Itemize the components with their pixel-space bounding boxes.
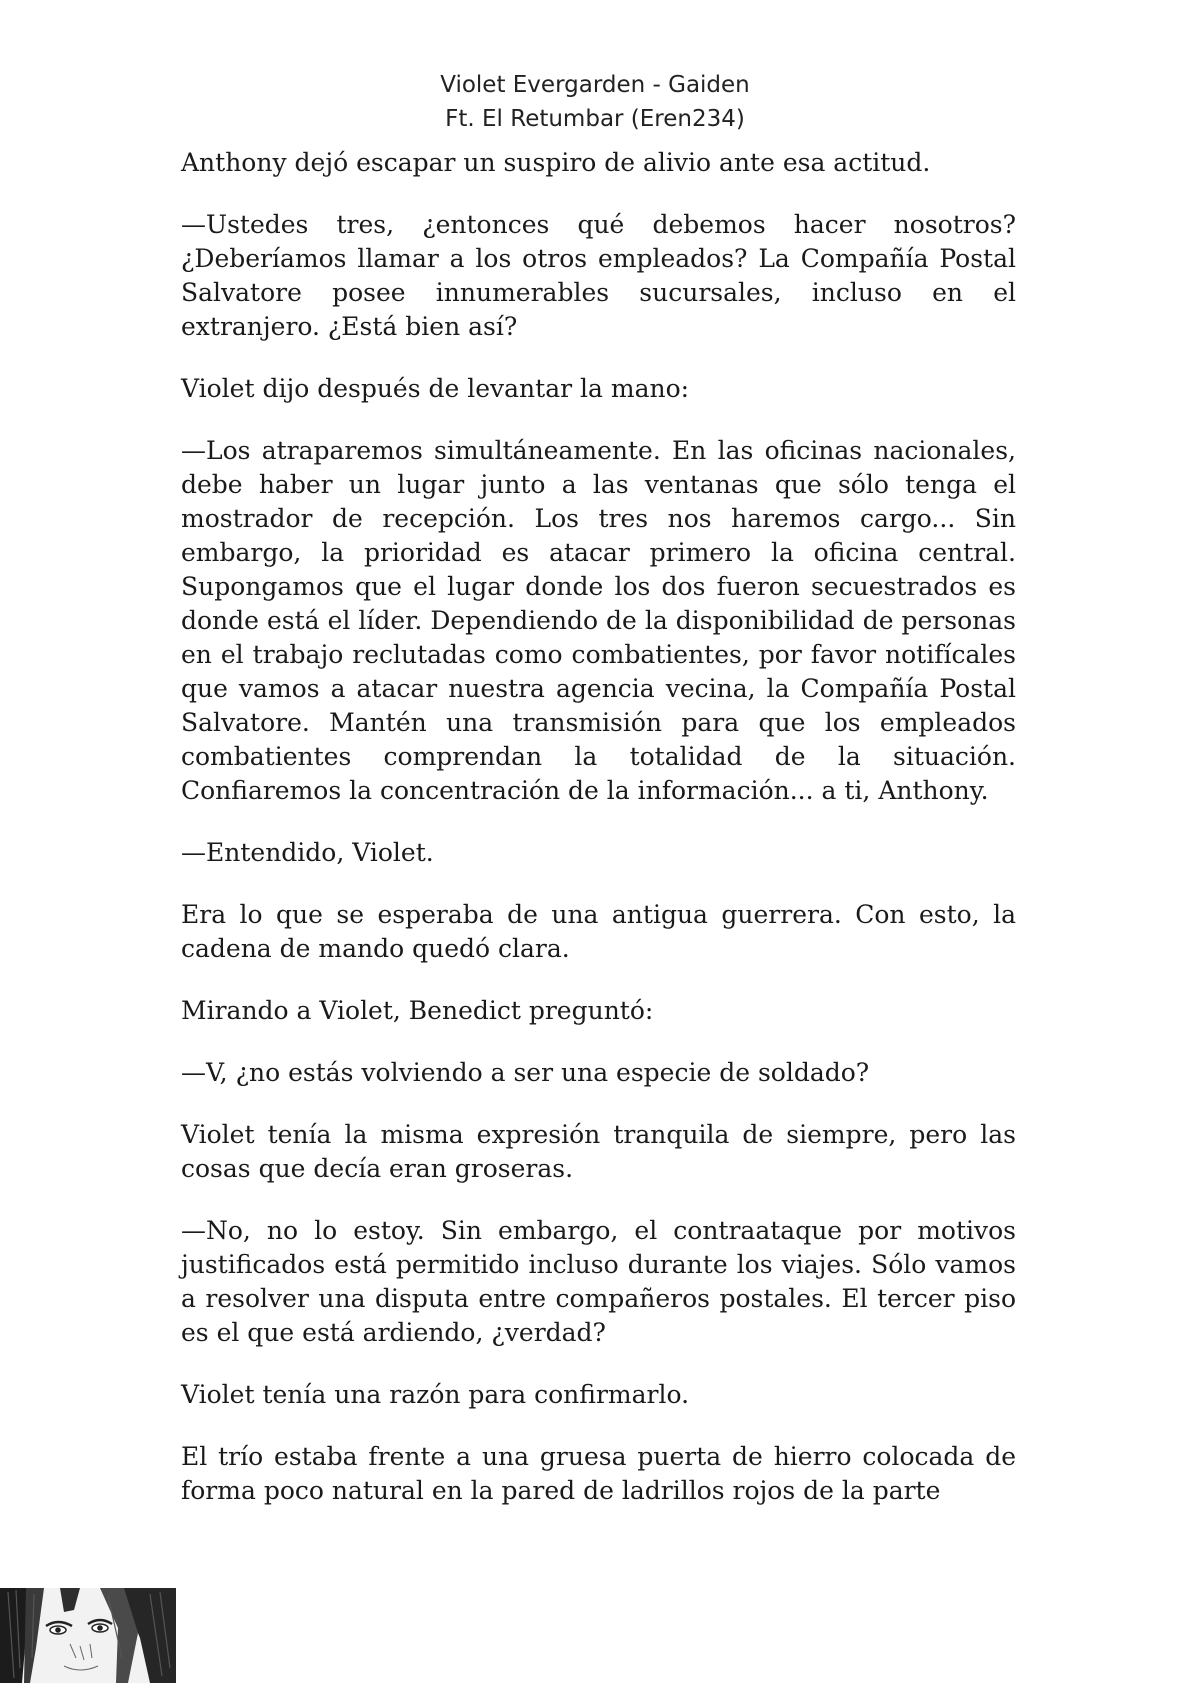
paragraph: Anthony dejó escapar un suspiro de alivio ante esa actitud. [181,148,931,177]
paragraph: Era lo que se esperaba de una antigua guerrera. Con esto, la cadena de mando quedó clara. [181,900,1016,963]
document-body [181,146,1016,1508]
paragraph: —V, ¿no estás volviendo a ser una especie de soldado? [181,1058,870,1087]
paragraph: —No, no lo estoy. Sin embargo, el contraataque por motivos justificados está permitido incluso durante los viajes. Sólo vamos a resolver una disputa entre compañeros postales. El tercer piso es el que está ardiendo, ¿verdad? [181,1216,1016,1347]
paragraph: Mirando a Violet, Benedict preguntó: [181,996,654,1025]
paragraph: Violet tenía una razón para confirmarlo. [181,1380,690,1409]
paragraph: —Los atraparemos simultáneamente. En las oficinas nacionales, debe haber un lugar junto a las ventanas que sólo tenga el mostrador de recepción. Los tres nos haremos cargo... Sin embargo, la prioridad es atacar primero la oficina central. Supongamos que el lugar donde los dos fueron secuestrados es donde está el líder. Dependiendo de la disponibilidad de personas en el trabajo reclutadas como combatientes, por favor notifícales que vamos a atacar nuestra agencia vecina, la Compañía Postal Salvatore. Mantén una transmisión para que los empleados combatientes comprendan la totalidad de la situación. Confiaremos la concentración de la información... a ti, Anthony. [181,436,1016,805]
header-subtitle: Ft. El Retumbar (Eren234) [445,106,745,132]
header-title: Violet Evergarden - Gaiden [440,72,750,98]
paragraph: Violet dijo después de levantar la mano: [181,374,690,403]
paragraph: Violet tenía la misma expresión tranquila de siempre, pero las cosas que decía eran groseras. [181,1120,1016,1183]
paragraph: —Ustedes tres, ¿entonces qué debemos hacer nosotros? ¿Deberíamos llamar a los otros empleados? La Compañía Postal Salvatore posee innumerables sucursales, incluso en el extranjero. ¿Está bien así? [181,210,1016,341]
page-header [0,68,1190,136]
paragraph: —Entendido, Violet. [181,838,434,867]
manga-character-portrait-icon [0,1588,176,1683]
paragraph: El trío estaba frente a una gruesa puerta de hierro colocada de forma poco natural en la pared de ladrillos rojos de la parte [181,1442,1016,1505]
